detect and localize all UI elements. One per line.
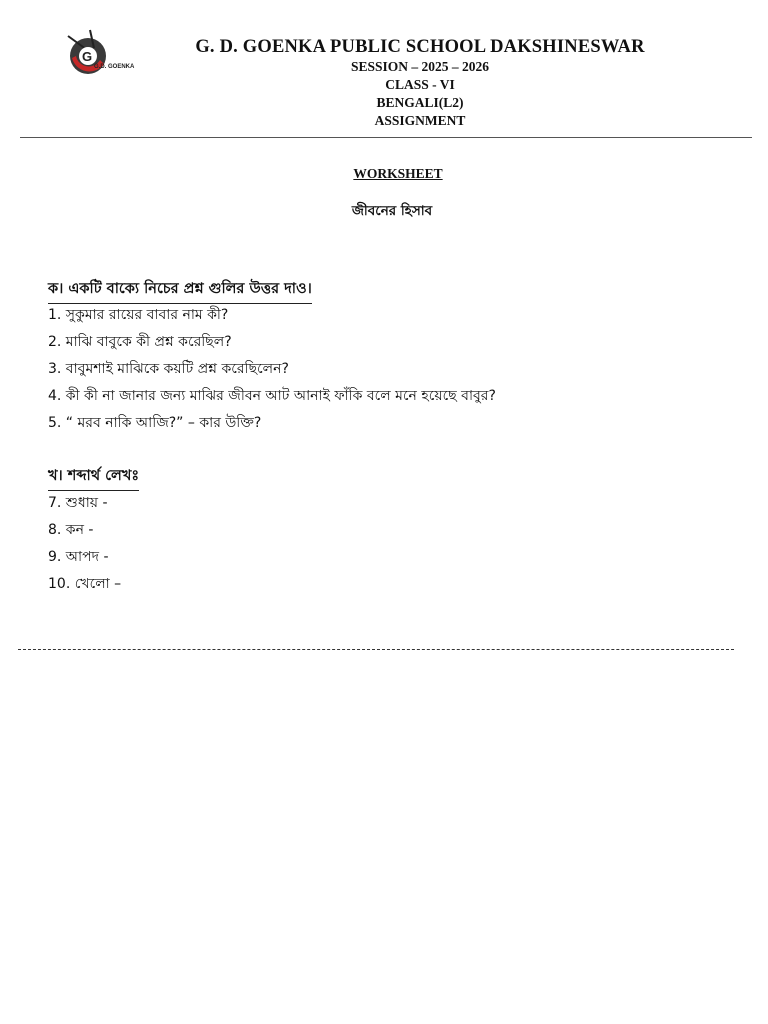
list-item: 3. বাবুমশাই মাঝিকে কয়টি প্রশ্ন করেছিলেন? <box>48 361 289 377</box>
list-item: 7. শুধায় - <box>48 495 108 511</box>
school-header <box>150 36 690 130</box>
section-b-heading: খ। শব্দার্থ লেখঃ <box>48 465 139 491</box>
school-logo <box>60 26 140 86</box>
list-item: 9. আপদ - <box>48 549 109 565</box>
svg-text:G: G <box>82 49 93 64</box>
dashed-separator <box>18 649 734 650</box>
list-item: 8. কন - <box>48 522 94 538</box>
section-a-heading: ক। একটি বাক্যে নিচের প্রশ্ন গুলির উত্তর দাও। <box>48 278 312 304</box>
assignment-line: ASSIGNMENT <box>374 113 466 128</box>
section-b-items <box>48 490 121 598</box>
class-line: CLASS - VI <box>385 77 455 92</box>
worksheet-title: WORKSHEET <box>353 166 443 181</box>
session-line: SESSION – 2025 – 2026 <box>350 59 490 74</box>
list-item: 1. সুকুমার রায়ের বাবার নাম কী? <box>48 307 229 323</box>
logo-text: G.D. GOENKA <box>94 64 135 70</box>
list-item: 4. কী কী না জানার জন্য মাঝির জীবন আট আনাই ফাঁকি বলে মনে হয়েছে বাবুর? <box>48 388 496 404</box>
header-divider <box>20 137 752 138</box>
list-item: 2. মাঝি বাবুকে কী প্রশ্ন করেছিল? <box>48 334 232 350</box>
school-name: G. D. GOENKA PUBLIC SCHOOL DAKSHINESWAR <box>195 37 645 57</box>
list-item: 10. খেলো – <box>48 576 122 592</box>
subject-line: BENGALI(L2) <box>376 95 464 110</box>
section-a-questions <box>48 302 496 437</box>
list-item: 5. “ মরব নাকি আজি?” – কার উক্তি? <box>48 415 262 431</box>
worksheet-subtitle: জীবনের হিসাব <box>351 203 433 219</box>
